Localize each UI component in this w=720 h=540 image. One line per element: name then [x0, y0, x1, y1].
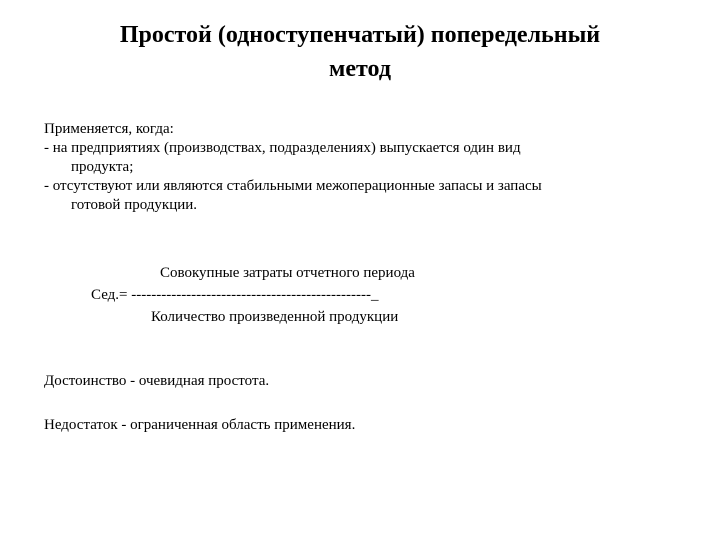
slide-title	[40, 18, 680, 86]
condition-item-2: - отсутствуют или являются стабильными межоперационные запасы и запасы	[44, 178, 542, 194]
slide-title-line-2: метод	[329, 56, 391, 82]
slide-title-line-1: Простой (одноступенчатый) попередельный	[119, 22, 601, 48]
condition-item-2-continuation: готовой продукции.	[71, 197, 198, 213]
formula-lhs-and-fraction-bar: Сед.= ------------------------------------------------_	[91, 287, 379, 303]
formula-numerator: Совокупные затраты отчетного периода	[160, 265, 415, 281]
formula-denominator: Количество произведенной продукции	[151, 309, 399, 325]
conditions-block	[44, 120, 674, 215]
condition-item-1-continuation: продукта;	[71, 159, 134, 175]
conditions-intro: Применяется, когда:	[44, 121, 174, 137]
advantage-text: Достоинство - очевидная простота.	[44, 373, 270, 389]
disadvantage-text: Недостаток - ограниченная область применения.	[44, 417, 356, 433]
condition-item-1: - на предприятиях (производствах, подразделениях) выпускается один вид	[44, 140, 521, 156]
